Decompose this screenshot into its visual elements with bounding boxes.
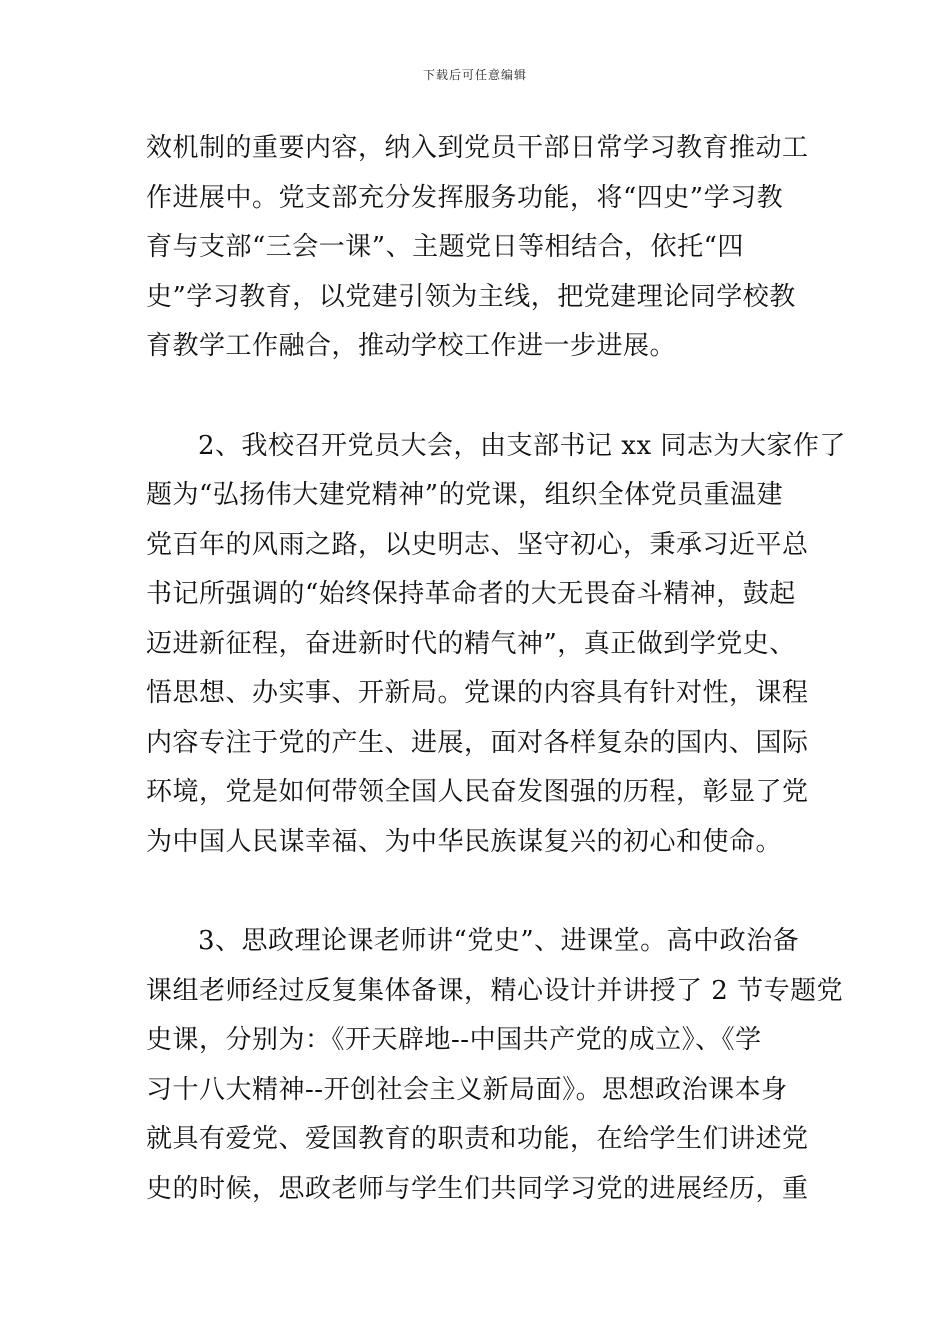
text-line: 作进展中。党支部充分发挥服务功能，将“四史”学习教 (146, 182, 784, 213)
text-line: 内容专注于党的产生、进展，面对各样复杂的国内、国际 (146, 727, 809, 758)
text-line: 效机制的重要内容，纳入到党员干部日常学习教育推动工 (146, 133, 809, 163)
paragraph-3 (146, 917, 844, 1214)
text-line: 史的时候，思政老师与学生们共同学习党的进展经历，重 (146, 1173, 809, 1204)
text-line: 环境，党是如何带领全国人民奋发图强的历程，彰显了党 (146, 777, 809, 807)
text-line: 习十八大精神--开创社会主义新局面》。思想政治课本身 (146, 1074, 788, 1105)
text-line: 育与支部“三会一课”、主题党日等相结合，依托“四 (146, 232, 744, 262)
text-line: 史”学习教育，以党建引领为主线，把党建理论同学校教 (146, 281, 796, 312)
text-line: 2、我校召开党员大会，由支部书记 xx 同志为大家作了 (198, 430, 846, 461)
text-line: 党百年的风雨之路，以史明志、坚守初心，秉承习近平总 (146, 529, 809, 560)
text-line: 为中国人民谋幸福、为中华民族谋复兴的初心和使命。 (146, 826, 783, 857)
text-line: 题为“弘扬伟大建党精神”的党课，组织全体党员重温建 (146, 480, 784, 510)
paragraph-2 (146, 422, 846, 868)
text-line: 书记所强调的“始终保持革命者的大无畏奋斗精神，鼓起 (146, 579, 796, 609)
text-line: 迈进新征程，奋进新时代的精气神”，真正做到学党史、 (146, 628, 796, 659)
page-header-note: 下载后可任意编辑 (422, 68, 527, 82)
text-line: 悟思想、办实事、开新局。党课的内容具有针对性，课程 (146, 678, 809, 708)
text-line: 课组老师经过反复集体备课，精心设计并讲授了 2 节专题党 (146, 975, 844, 1006)
text-line: 3、思政理论课老师讲“党史”、进课堂。高中政治备 (198, 926, 800, 956)
text-line: 育教学工作融合，推动学校工作进一步进展。 (146, 331, 677, 361)
paragraph-1 (146, 124, 809, 372)
text-line: 史课，分别为：《开天辟地--中国共产党的成立》、《学 (146, 1025, 762, 1055)
text-line: 就具有爱党、爱国教育的职责和功能，在给学生们讲述党 (146, 1124, 809, 1154)
document-body (146, 124, 846, 1214)
